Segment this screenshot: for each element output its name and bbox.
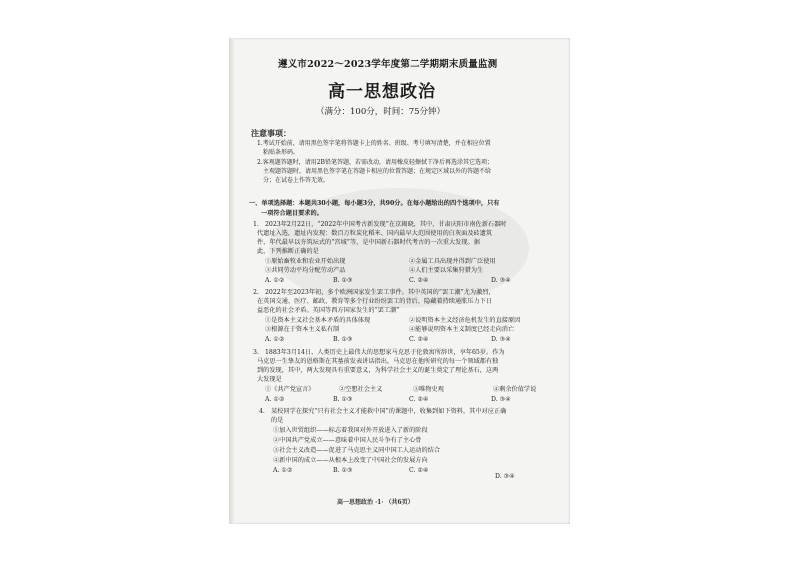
section-heading-cont: 一项符合题目要求的。 (261, 210, 323, 217)
section-heading: 一、单项选择题：本题共30小题，每小题3分，共90分。在每小题给出的四个选项中，只有 (249, 200, 500, 207)
answer-choice: C. ②④ (409, 396, 429, 403)
notice-line: 主观题答题时，请用黑色签字笔在答题卡相应的位置答题；在规定区域以外的答题不给 (263, 168, 492, 175)
option-statement: ④能够说明资本主义制度已经走向消亡 (409, 326, 515, 333)
answer-choice: A. ①② (265, 277, 285, 284)
answer-choice: A. ①② (265, 336, 285, 343)
answer-choice: B. ①③ (333, 277, 353, 284)
subject-title: 高一思想政治 (328, 82, 436, 102)
question-number: 4. (259, 408, 265, 415)
question-item: ②中国共产党成立——意味着中国人民斗争有了主心骨 (273, 437, 422, 444)
question-number: 1. (253, 221, 259, 228)
question-item: ①加入世贸组织——标志着我国对外开放进入了新的阶段 (273, 427, 428, 434)
answer-choice: D. ③④ (495, 473, 515, 480)
option-statement: ④剩余价值学说 (493, 386, 537, 393)
option-statement: ③唯物史观 (413, 386, 444, 393)
question-item: ③社会主义改造——促进了马克思主义同中国工人运动的结合 (273, 447, 441, 454)
option-statement: ①是资本主义社会基本矛盾的具体体现 (265, 317, 371, 324)
answer-choice: C. ②④ (409, 277, 429, 284)
notice-line: 2.客观题答题时，请用2B铅笔答题，若需改动，请用橡皮轻擦拭干净后再选涂其它选项； (257, 159, 493, 166)
question-stem: 大发现是 (257, 376, 282, 383)
option-statement: ④人们主要以采集狩猎为生 (409, 267, 484, 274)
answer-choice: A. ①② (265, 396, 285, 403)
answer-choice: C. ②④ (409, 336, 429, 343)
notice-line: 分；在试卷上作答无效。 (263, 177, 330, 184)
answer-choice: B. ①③ (333, 396, 353, 403)
exam-title: 遵义市2022～2023学年度第二学期期末质量监测 (278, 59, 498, 70)
question-stem: 的是 (271, 417, 284, 424)
answer-choice: C. ②④ (409, 467, 429, 474)
option-statement: ②空想社会主义 (339, 386, 383, 393)
option-statement: ②说明资本主义经济危机发生的直接原因 (409, 317, 521, 324)
question-stem: 件、年代最早以夯筑坛式的“宫城”等，是中国新石器时代考古的一次重大发现。据 (257, 239, 480, 246)
answer-choice: A. ①② (273, 467, 293, 474)
notice-line: 粘贴条形码。 (263, 149, 300, 156)
paper-edge-shadow (229, 38, 235, 524)
question-item: ④新中国的成立——从根本上改变了中国社会的发展方向 (273, 457, 428, 464)
exam-paper-sheet (229, 38, 570, 524)
question-stem: 某校同学在探究“只有社会主义才能救中国”的课题中，收集到如下资料，其中对应正确 (271, 408, 507, 415)
notice-line: 1.考试开始前，请用黑色签字笔将答题卡上的姓名、班级、考号填写清楚，并在相应位置 (257, 140, 491, 147)
question-stem: 代遗址入选，遗址内发现：数百万粒炭化稻米、国内最早大范围使用的白灰面及砖遗筑 (257, 230, 493, 237)
option-statement: ③共同劳动平均分配劳动产品 (265, 267, 346, 274)
answer-choice: B. ①③ (333, 336, 353, 343)
option-statement: ③根源在于资本主义私有制 (265, 326, 340, 333)
question-stem: 此，下列推断正确的是 (257, 248, 319, 255)
question-stem: 到的发现，其中，两大发现具有重要意义，为科学社会主义的诞生奠定了理论基石，这两 (257, 367, 499, 374)
question-stem: 2022年至2023年初，多个欧洲国家发生罢工事件。其中英国的“罢工潮”尤为激烈， (265, 289, 495, 296)
answer-choice: D. ③④ (491, 336, 511, 343)
answer-choice: D. ③④ (491, 277, 511, 284)
notice-heading: 注意事项： (251, 128, 291, 138)
question-stem: 2023年2月22日，“2022年中国考古新发现”在京揭晓，其中，甘肃庆阳市南佐新石器时 (265, 221, 507, 228)
question-stem: 1883年3月14日，人类历史上最伟大的思想家马克思于伦敦寓所辞世，享年65岁。作为 (265, 349, 505, 356)
option-statement: ①原始畜牧业和农业开始出现 (265, 258, 346, 265)
option-statement: ②金属工具出现并得到广泛使用 (409, 258, 496, 265)
question-stem: 马克思一生挚友的恩格斯在其墓前发表讲话指出，马克思在他所研究的每一个领域都有独 (257, 358, 499, 365)
question-number: 3. (253, 349, 259, 356)
question-number: 2. (253, 289, 259, 296)
question-stem: 在英国交通、医疗、邮政、教育等多个行业纷纷罢工的背后，隐藏着持续通胀压力下日 (257, 298, 493, 305)
score-time: （满分：100分，时间：75分钟） (316, 107, 446, 117)
question-stem: 益恶化的社会矛盾。英国等西方国家发生的“罢工潮” (257, 307, 400, 314)
answer-choice: D. ③④ (491, 396, 511, 403)
page-footer: 高一思想政治 ·1· （共6页） (337, 499, 414, 506)
option-statement: ①《共产党宣言》 (265, 386, 315, 393)
answer-choice: B. ①③ (333, 467, 353, 474)
